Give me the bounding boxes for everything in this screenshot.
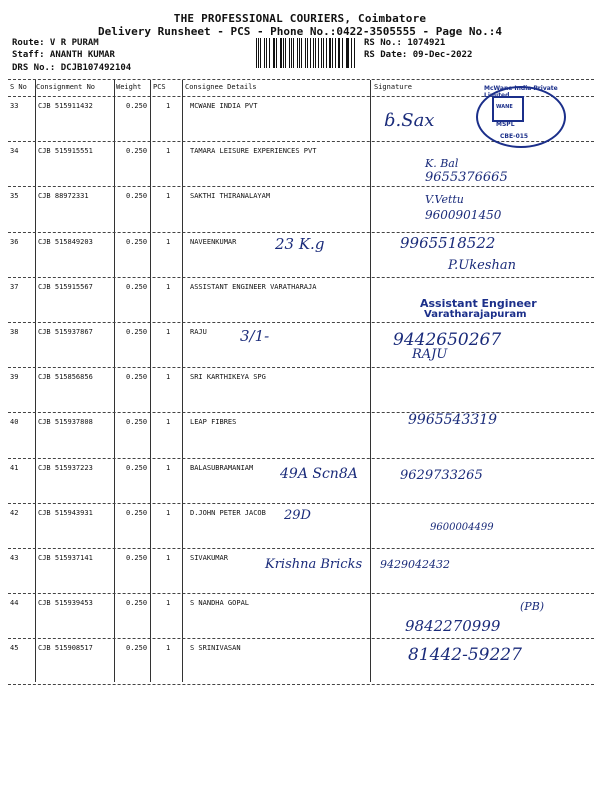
row-consignment: CJB 515915551 (38, 147, 93, 156)
row-pcs: 1 (166, 463, 171, 472)
row-weight: 0.250 (126, 508, 148, 517)
row-consignee: TAMARA LEISURE EXPERIENCES PVT (190, 147, 317, 156)
row-weight: 0.250 (126, 373, 148, 382)
row-pcs: 1 (166, 147, 171, 156)
row-pcs: 1 (166, 599, 171, 608)
hw-41-address: 49A Scn8A (280, 466, 358, 482)
row-rule (8, 186, 594, 187)
row-sno: 44 (10, 599, 19, 608)
row-weight: 0.250 (126, 554, 148, 562)
row-pcs: 1 (166, 282, 171, 291)
row-consignee: RAJU (190, 328, 207, 336)
row-consignee: LEAP FIBRES (190, 418, 237, 427)
drs-number: DRS No.: DCJB107492104 (12, 63, 132, 73)
hw-44-phone: 9842270999 (405, 617, 501, 635)
row-consignment: CJB 515943931 (38, 508, 93, 517)
row-pcs: 1 (166, 373, 171, 382)
row-consignment: CJB 515856856 (38, 373, 93, 382)
hw-34-name: K. Bal (425, 157, 459, 170)
row-consignee: S NANDHA GOPAL (190, 599, 250, 608)
row-pcs: 1 (166, 554, 171, 562)
row-weight: 0.250 (126, 237, 148, 246)
staff-label: Staff: ANANTH KUMAR (12, 50, 115, 60)
col-weight: Weight (116, 83, 142, 91)
row-consignment: CJB 515937867 (38, 328, 93, 336)
hw-36-address: 23 K.g (275, 235, 325, 253)
row-consignee: ASSISTANT ENGINEER VARATHARAJA (190, 282, 317, 291)
row-consignment: CJB 515939453 (38, 599, 93, 608)
row-weight: 0.250 (126, 147, 148, 156)
hw-38-address: 3/1- (240, 327, 270, 345)
row-weight: 0.250 (126, 282, 148, 291)
row-consignment: CJB 515915567 (38, 282, 93, 291)
hw-43-address: Krishna Bricks (265, 557, 363, 572)
row-weight: 0.250 (126, 599, 148, 608)
row-pcs: 1 (166, 102, 171, 110)
hw-44-signature: (PB) (520, 600, 545, 613)
rs-number: RS No.: 1074921 (364, 38, 446, 48)
official-stamp-line2: Varatharajapuram (424, 309, 527, 320)
stamp-logo-text: WANE (496, 104, 513, 110)
hw-38-signature: RAJU (412, 347, 448, 362)
row-rule (8, 638, 594, 639)
row-consignment: CJB 515911432 (38, 102, 93, 110)
row-rule (8, 458, 594, 459)
route-label: Route: V R PURAM (12, 38, 99, 48)
row-rule (8, 322, 594, 323)
rs-date: RS Date: 09-Dec-2022 (364, 50, 473, 60)
row-rule (8, 232, 594, 233)
row-consignee: SRI KARTHIKEYA SPG (190, 373, 266, 382)
row-weight: 0.250 (126, 328, 148, 336)
row-sno: 45 (10, 644, 19, 653)
runsheet-subtitle: Delivery Runsheet - PCS - Phone No.:0422-3505555 - Page No.:4 (98, 25, 502, 38)
row-pcs: 1 (166, 237, 171, 246)
barcode (256, 38, 356, 68)
row-rule (8, 548, 594, 549)
row-pcs: 1 (166, 418, 171, 427)
row-pcs: 1 (166, 192, 171, 201)
row-rule (8, 412, 594, 413)
stamp-code-text: CBE-015 (500, 133, 529, 140)
row-consignee: D.JOHN PETER JACOB (190, 508, 266, 517)
row-sno: 43 (10, 554, 19, 562)
row-pcs: 1 (166, 328, 171, 336)
hw-36-signature: P.Ukeshan (448, 258, 516, 273)
hw-34-phone: 9655376665 (425, 170, 508, 185)
row-rule (8, 684, 594, 685)
col-divider (370, 80, 371, 682)
hw-35-phone: 9600901450 (425, 208, 502, 222)
row-consignment: CJB 515849203 (38, 237, 93, 246)
row-consignment: CJB 88972331 (38, 192, 89, 201)
row-sno: 42 (10, 508, 19, 517)
row-consignee: SAKTHI THIRANALAYAM (190, 192, 271, 201)
col-pcs: PCS (153, 83, 166, 91)
row-sno: 39 (10, 373, 19, 382)
hw-38-phone: 9442650267 (393, 330, 502, 350)
row-sno: 34 (10, 147, 19, 156)
row-sno: 35 (10, 192, 19, 201)
row-consignee: MCWANE INDIA PVT (190, 102, 258, 110)
row-weight: 0.250 (126, 463, 148, 472)
hw-35-name: V.Vettu (425, 193, 464, 206)
row-consignee: BALASUBRAMANIAM (190, 463, 254, 472)
signature-33: ɓ.Sax (384, 110, 435, 131)
col-signature: Signature (374, 83, 412, 91)
company-title: THE PROFESSIONAL COURIERS, Coimbatore (173, 12, 427, 25)
row-sno: 41 (10, 463, 19, 472)
row-sno: 37 (10, 282, 19, 291)
row-weight: 0.250 (126, 644, 148, 653)
row-consignee: NAVEENKUMAR (190, 237, 237, 246)
row-rule (8, 503, 594, 504)
row-rule (8, 277, 594, 278)
col-divider (114, 80, 115, 682)
row-weight: 0.250 (126, 102, 148, 110)
row-consignment: CJB 515937223 (38, 463, 93, 472)
hw-41-phone: 9629733265 (400, 468, 483, 483)
hw-43-phone: 9429042432 (380, 558, 450, 571)
row-weight: 0.250 (126, 192, 148, 201)
row-rule (8, 593, 594, 594)
hw-45-phone: 81442-59227 (408, 645, 522, 665)
row-pcs: 1 (166, 644, 171, 653)
col-divider (182, 80, 183, 682)
hw-42-phone: 9600004499 (430, 522, 494, 533)
stamp-ring-text: McWane India Private Limited (484, 85, 558, 99)
row-weight: 0.250 (126, 418, 148, 427)
hw-40-phone: 9965543319 (408, 412, 498, 428)
row-rule (8, 367, 594, 368)
row-consignment: CJB 515937808 (38, 418, 93, 427)
col-divider (35, 80, 36, 682)
stamp-sub-text: MSPL (496, 121, 515, 128)
col-consignment: Consignment No (36, 83, 96, 91)
row-consignment: CJB 515937141 (38, 554, 93, 562)
col-consignee: Consignee Details (185, 83, 257, 91)
row-consignee: S SRINIVASAN (190, 644, 241, 653)
col-sno: S No (10, 83, 27, 91)
official-stamp-line1: Assistant Engineer (420, 297, 537, 310)
row-pcs: 1 (166, 508, 171, 517)
row-consignment: CJB 515908517 (38, 644, 93, 653)
row-sno: 38 (10, 328, 19, 336)
col-divider (150, 80, 151, 682)
hw-42-address: 29D (284, 508, 311, 523)
row-sno: 33 (10, 102, 19, 110)
header-rule (8, 79, 594, 80)
company-stamp (476, 86, 566, 148)
row-consignee: SIVAKUMAR (190, 554, 228, 562)
row-sno: 36 (10, 237, 19, 246)
row-sno: 40 (10, 418, 19, 427)
hw-36-phone: 9965518522 (400, 234, 496, 252)
